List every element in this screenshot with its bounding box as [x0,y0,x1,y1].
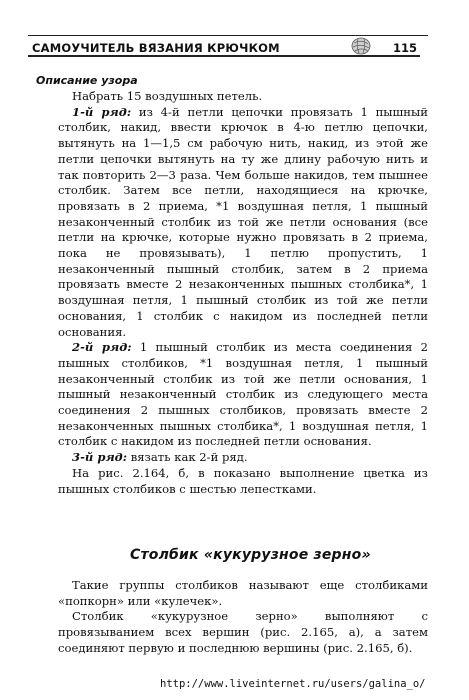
paragraph-row-3: 3-й ряд: вязать как 2-й ряд. [72,450,248,465]
running-header [28,35,428,59]
pattern-description [58,89,428,497]
header-bottom-rule [28,55,420,57]
paragraph-row-1: 1-й ряд: из 4-й петли цепочки провязать 1 пышный столбик, накид, ввести крючок в 4-ю петлю цепочки, вытянуть на 1—1,5 см рабочую нить, накид, из этой же петли цепочки вытянуть на ту же длину рабочую нить и так повторить 2—3 раза. Чем больше накидов, тем пышнее столбик. Затем все петли, находящиеся на крючке, провязать в 2 приема, *1 воздушная петля, 1 пышный незаконченный столбик из той же петли основания (все петли на крючке, которые нужно провязать в 2 приема, пока не провязывать), 1 петлю пропустить, 1 незаконченный пышный столбик, затем в 2 приема провязать вместе 2 незаконченных пышных столбика*, 1 воздушная петля, 1 пышный столбик из той же петли основания, 1 столбик с накидом из последней петли основания. [58,104,428,339]
paragraph-figure-note: На рис. 2.164, б, в показано выполнение цветка из пышных столбиков с шестью лепестками. [58,465,428,496]
paragraph-row-2: 2-й ряд: 1 пышный столбик из места соединения 2 пышных столбиков, *1 воздушная петля, 1 пышный незаконченный столбик из той же петли основания, 1 пышный незаконченный столбик из следующего места соединения 2 пышных столбиков, провязать вместе 2 незаконченных пышных столбика*, 1 воздушная петля, 1 столбик с накидом из последней петли основания. [58,340,428,449]
section-title: Столбик «кукурузное зерно» [130,547,371,563]
paragraph-names: Такие группы столбиков называют еще столбиками «попкорн» или «кулечек». [58,578,428,608]
row-label: 1-й ряд: [72,104,132,119]
page-number: 115 [393,41,418,55]
source-url-watermark: http://www.liveinternet.ru/users/galina_o/ [160,678,426,690]
row-label: 2-й ряд: [72,340,132,355]
header-top-rule [28,35,428,36]
row-label: 3-й ряд: [72,450,128,465]
yarn-ball-icon [350,37,372,55]
paragraph-cast-on: Набрать 15 воздушных петель. [72,89,263,103]
book-title: САМОУЧИТЕЛЬ ВЯЗАНИЯ КРЮЧКОМ [32,41,280,55]
pattern-subheading: Описание узора [36,74,138,87]
paragraph-method: Столбик «кукурузное зерно» выполняют с провязыванием всех вершин (рис. 2.165, а), а затем соединяют первую и последнюю вершины (рис. 2.165, б). [58,609,428,655]
section-body [58,578,428,657]
